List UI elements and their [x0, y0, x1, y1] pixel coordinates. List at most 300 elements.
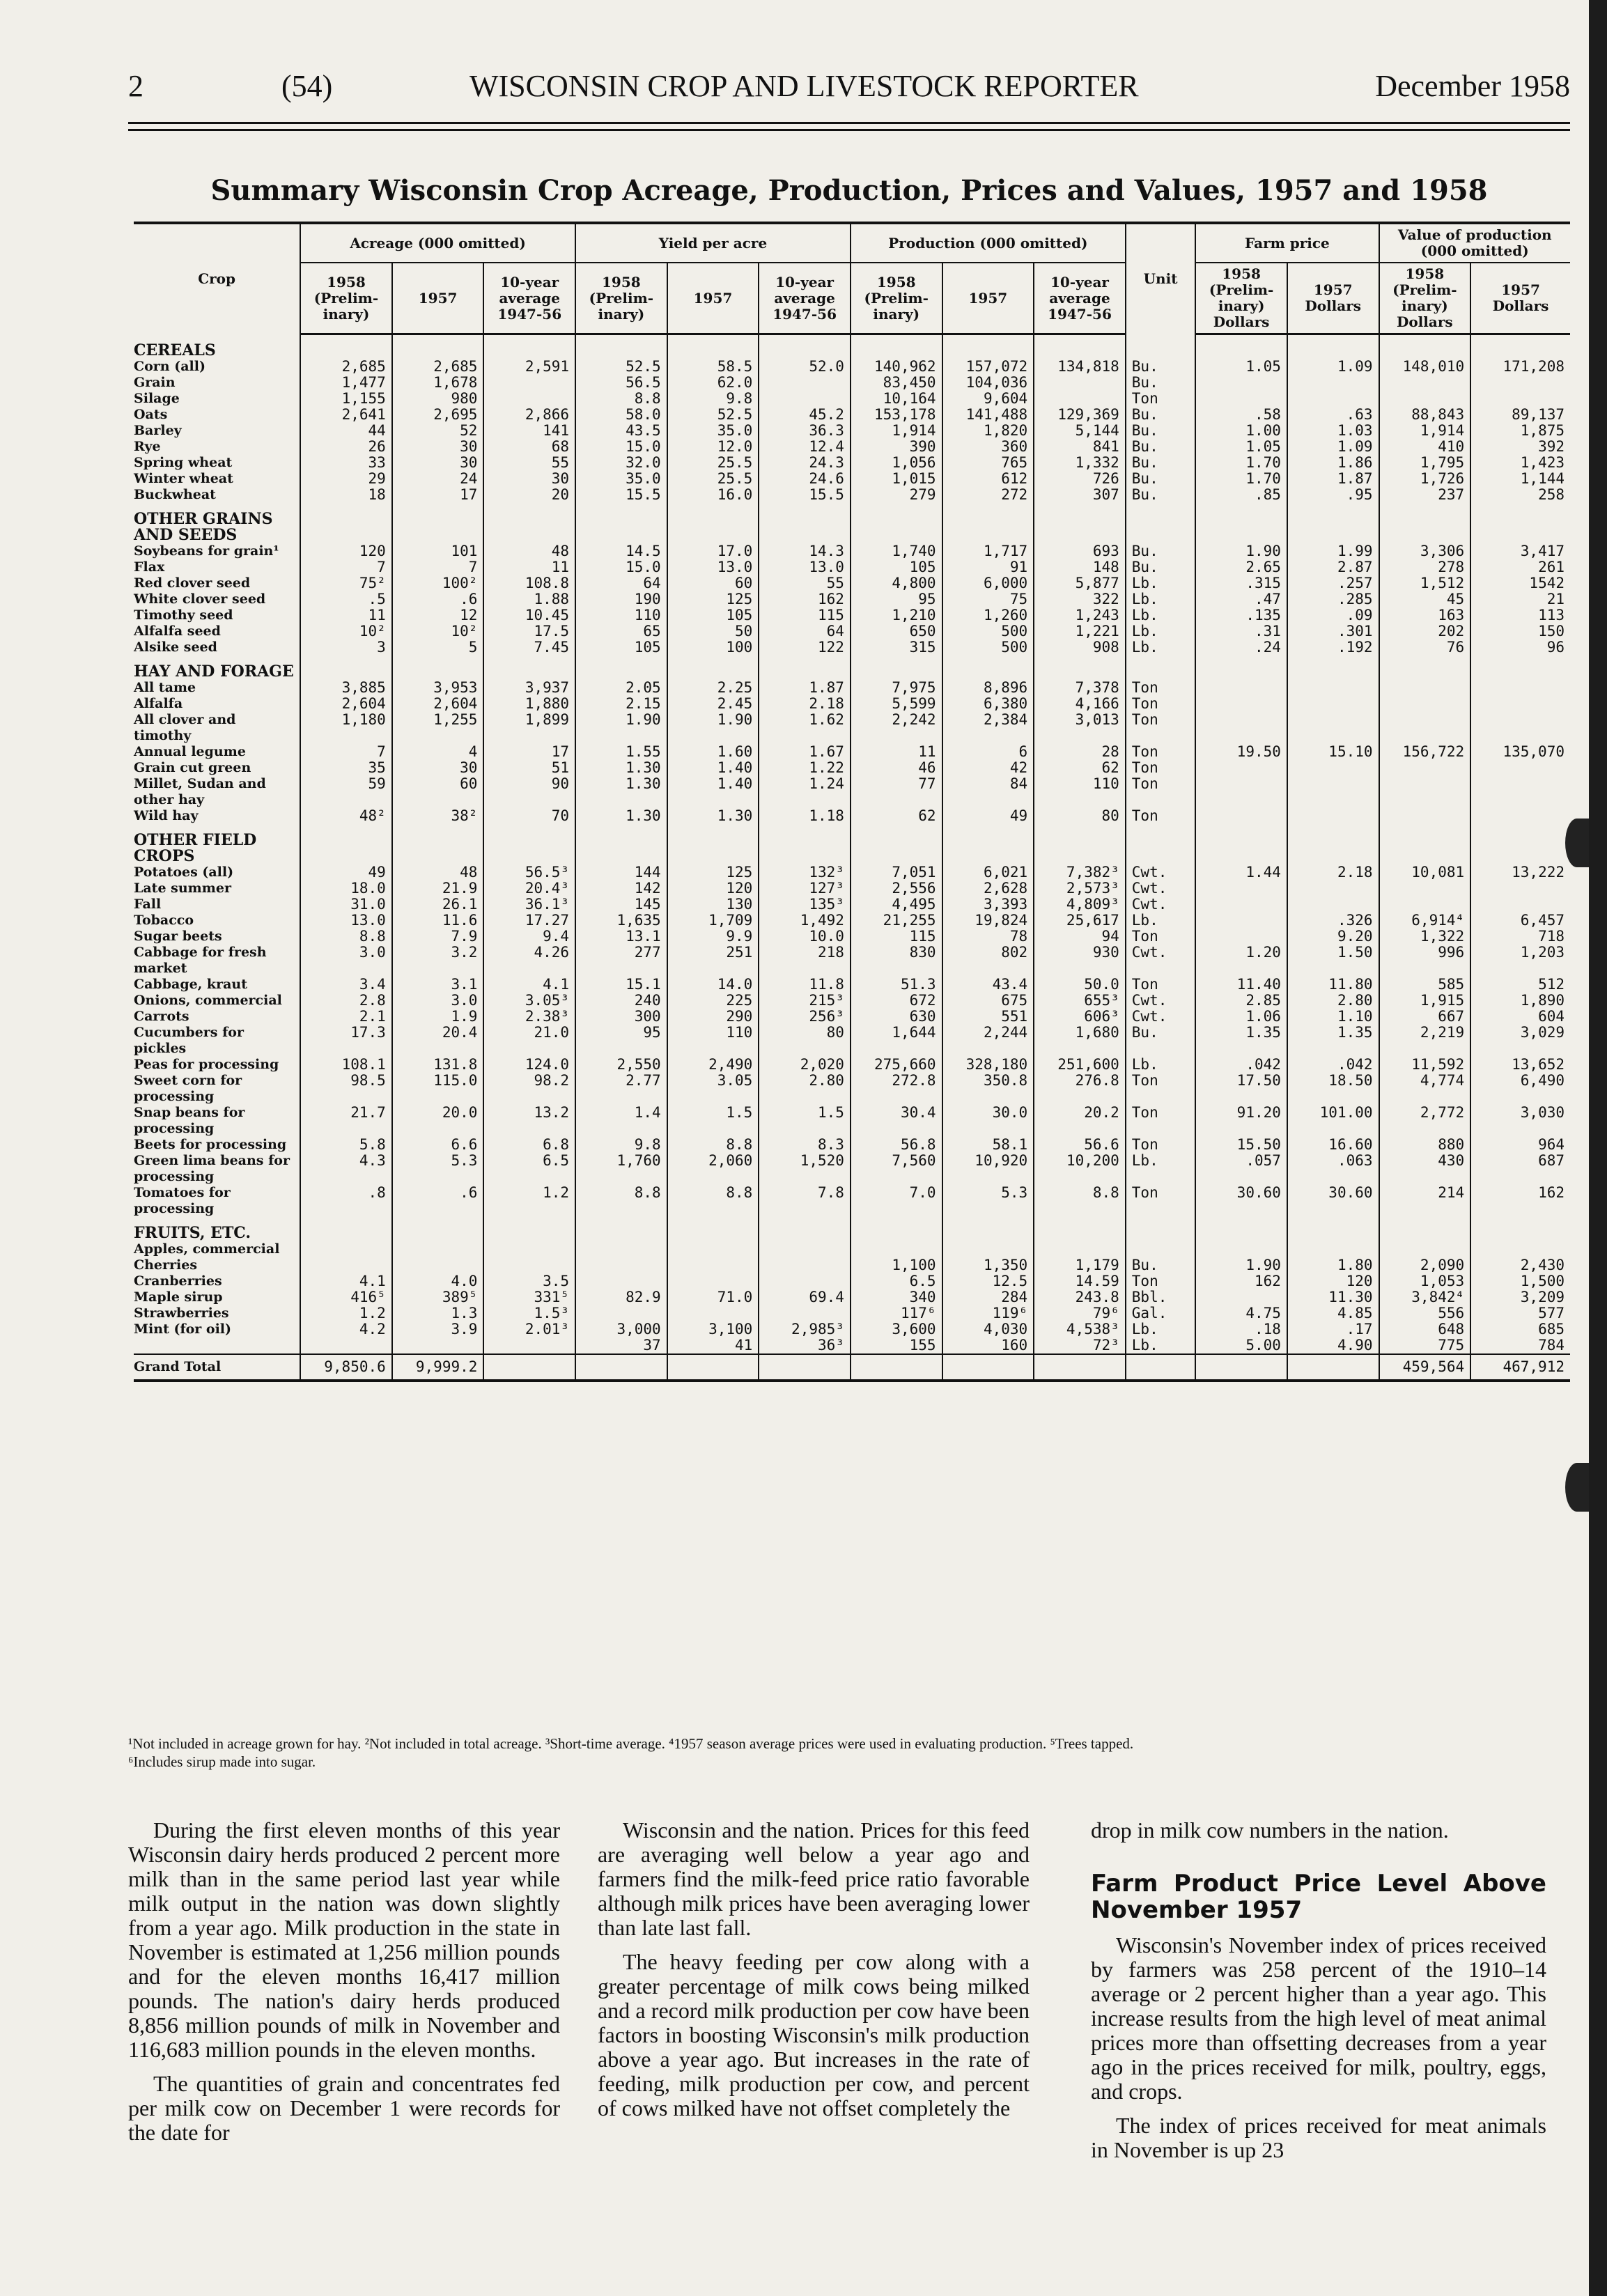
- table-row: [134, 1009, 1570, 1025]
- category-row: [134, 656, 1570, 680]
- empty-cell: [942, 503, 1034, 543]
- cell-y57: 1.90: [667, 712, 759, 744]
- col-acreage-avg: 10-year average 1947-56: [483, 263, 575, 334]
- cell-p57: 104,036: [942, 375, 1034, 391]
- cell-aavg: [483, 391, 575, 407]
- empty-cell: [851, 1217, 942, 1241]
- cell-a58: 10²: [300, 623, 392, 639]
- cell-p57: 612: [942, 471, 1034, 487]
- cell-y57: 1.40: [667, 776, 759, 808]
- cell-p58: 83,450: [851, 375, 942, 391]
- cell-aavg: 6.8: [483, 1137, 575, 1153]
- group-acreage: Acreage (000 omitted): [300, 223, 575, 263]
- cell-v57: 1,423: [1470, 455, 1570, 471]
- cell-a57: 131.8: [392, 1057, 484, 1073]
- cell-p58: 279: [851, 487, 942, 503]
- cell-fp58: [1195, 1354, 1287, 1381]
- crop-name: Annual legume: [134, 743, 246, 759]
- crop-name: Carrots: [134, 1008, 189, 1024]
- cell-p57: [942, 1241, 1034, 1257]
- cell-v58: [1379, 1241, 1471, 1257]
- cell-p57: 49: [942, 808, 1034, 824]
- cell-fp58: [1195, 1289, 1287, 1305]
- cell-fp57: [1287, 1354, 1379, 1381]
- cell-a58: .5: [300, 591, 392, 607]
- cell-p58: 95: [851, 591, 942, 607]
- cell-unit: Lb.: [1126, 913, 1195, 929]
- binder-hole-icon: [1565, 1463, 1589, 1512]
- table-row: [134, 591, 1570, 607]
- cell-a58: 8.8: [300, 929, 392, 945]
- cell-a57: 1,255: [392, 712, 484, 744]
- cell-fp57: 120: [1287, 1273, 1379, 1289]
- cell-fp57: .042: [1287, 1057, 1379, 1073]
- crop-name: Red clover seed: [134, 575, 251, 591]
- cell-v57: 1,203: [1470, 945, 1570, 977]
- crop-name: Millet, Sudan and other hay: [134, 775, 266, 807]
- cell-p58: 140,962: [851, 359, 942, 375]
- cell-pavg: 5,877: [1034, 575, 1126, 591]
- category-label: FRUITS, ETC.: [134, 1223, 251, 1242]
- cell-v57: 1,144: [1470, 471, 1570, 487]
- cell-a57: 3.2: [392, 945, 484, 977]
- cell-fp58: [1195, 1241, 1287, 1257]
- empty-cell: [759, 1217, 851, 1241]
- cell-fp57: 1.80: [1287, 1257, 1379, 1273]
- empty-cell: [575, 1217, 667, 1241]
- empty-cell: [483, 824, 575, 864]
- cell-fp57: [1287, 680, 1379, 696]
- cell-yavg: 10.0: [759, 929, 851, 945]
- cell-p57: 30.0: [942, 1105, 1034, 1137]
- category-row: [134, 824, 1570, 864]
- table-row: [134, 543, 1570, 559]
- cell-fp58: 1.05: [1195, 439, 1287, 455]
- cell-pavg: 655³: [1034, 993, 1126, 1009]
- cell-fp58: [1195, 913, 1287, 929]
- table-row: [134, 776, 1570, 808]
- cell-a57: 10²: [392, 623, 484, 639]
- cell-p58: 390: [851, 439, 942, 455]
- cell-a57: 2,695: [392, 407, 484, 423]
- cell-pavg: 7,378: [1034, 680, 1126, 696]
- empty-cell: [1195, 824, 1287, 864]
- cell-fp57: .192: [1287, 639, 1379, 656]
- cell-v58: [1379, 881, 1471, 897]
- cell-v58: [1379, 375, 1471, 391]
- cell-aavg: 3.5: [483, 1273, 575, 1289]
- cell-v58: 237: [1379, 487, 1471, 503]
- cell-aavg: 68: [483, 439, 575, 455]
- cell-v58: 156,722: [1379, 744, 1471, 760]
- empty-cell: [392, 503, 484, 543]
- crop-name: Winter wheat: [134, 470, 233, 486]
- cell-unit: Lb.: [1126, 575, 1195, 591]
- group-farm-price: Farm price: [1195, 223, 1379, 263]
- table-row: [134, 929, 1570, 945]
- cell-v57: 96: [1470, 639, 1570, 656]
- col-yield-1958: 1958 (Prelim-inary): [575, 263, 667, 334]
- col-value-1957: 1957 Dollars: [1470, 263, 1570, 334]
- cell-fp57: [1287, 881, 1379, 897]
- cell-fp58: 1.05: [1195, 359, 1287, 375]
- cell-yavg: 69.4: [759, 1289, 851, 1305]
- cell-v58: 278: [1379, 559, 1471, 575]
- empty-cell: [575, 656, 667, 680]
- cell-v58: 4,774: [1379, 1073, 1471, 1105]
- cell-a57: 100²: [392, 575, 484, 591]
- empty-cell: [1126, 334, 1195, 359]
- cell-aavg: 4.26: [483, 945, 575, 977]
- cell-y57: 41: [667, 1337, 759, 1354]
- cell-p58: 6.5: [851, 1273, 942, 1289]
- cell-yavg: 162: [759, 591, 851, 607]
- cell-fp58: 162: [1195, 1273, 1287, 1289]
- cell-y58: 2.15: [575, 696, 667, 712]
- crop-name: Fall: [134, 896, 162, 912]
- cell-unit: Cwt.: [1126, 897, 1195, 913]
- cell-fp57: .95: [1287, 487, 1379, 503]
- cell-unit: Bu.: [1126, 1025, 1195, 1057]
- cell-v58: 1,322: [1379, 929, 1471, 945]
- cell-v57: 604: [1470, 1009, 1570, 1025]
- cell-v58: 11,592: [1379, 1057, 1471, 1073]
- cell-y58: 1.30: [575, 760, 667, 776]
- cell-yavg: 55: [759, 575, 851, 591]
- cell-p58: 630: [851, 1009, 942, 1025]
- cell-pavg: 322: [1034, 591, 1126, 607]
- cell-y57: 16.0: [667, 487, 759, 503]
- cell-p57: 12.5: [942, 1273, 1034, 1289]
- cell-y58: 15.5: [575, 487, 667, 503]
- cell-v57: 687: [1470, 1153, 1570, 1185]
- table-row: [134, 696, 1570, 712]
- cell-unit: Ton: [1126, 760, 1195, 776]
- empty-cell: [1379, 334, 1471, 359]
- cell-v57: [1470, 391, 1570, 407]
- cell-fp57: 1.03: [1287, 423, 1379, 439]
- cell-fp57: 11.80: [1287, 977, 1379, 993]
- cell-fp57: 1.86: [1287, 455, 1379, 471]
- cell-fp58: 2.65: [1195, 559, 1287, 575]
- cell-y57: [667, 1241, 759, 1257]
- col-value-1958: 1958 (Prelim-inary) Dollars: [1379, 263, 1471, 334]
- footnote-line: ⁶Includes sirup made into sugar.: [128, 1753, 316, 1770]
- crop-name: Onions, commercial: [134, 992, 282, 1008]
- cell-aavg: 331⁵: [483, 1289, 575, 1305]
- cell-p57: 19,824: [942, 913, 1034, 929]
- cell-v57: 467,912: [1470, 1354, 1570, 1381]
- cell-fp57: .257: [1287, 575, 1379, 591]
- crop-name: All clover and timothy: [134, 711, 236, 743]
- cell-fp58: [1195, 375, 1287, 391]
- cell-fp57: [1287, 760, 1379, 776]
- cell-p57: 272: [942, 487, 1034, 503]
- cell-unit: [1126, 1354, 1195, 1381]
- empty-cell: [483, 334, 575, 359]
- cell-a57: .6: [392, 1185, 484, 1217]
- cell-y57: 290: [667, 1009, 759, 1025]
- cell-a57: 20.0: [392, 1105, 484, 1137]
- cell-y57: 9.9: [667, 929, 759, 945]
- cell-y58: 58.0: [575, 407, 667, 423]
- cell-unit: Bu.: [1126, 487, 1195, 503]
- cell-aavg: 90: [483, 776, 575, 808]
- cell-pavg: 72³: [1034, 1337, 1126, 1354]
- cell-y57: 25.5: [667, 455, 759, 471]
- empty-cell: [759, 656, 851, 680]
- crop-name: Maple sirup: [134, 1289, 223, 1305]
- cell-p58: 7.0: [851, 1185, 942, 1217]
- empty-cell: [1470, 1217, 1570, 1241]
- cell-yavg: 1.87: [759, 680, 851, 696]
- cell-p58: 340: [851, 1289, 942, 1305]
- cell-fp58: [1195, 680, 1287, 696]
- cell-y58: 105: [575, 639, 667, 656]
- cell-a58: 44: [300, 423, 392, 439]
- cell-aavg: 141: [483, 423, 575, 439]
- cell-v57: 3,417: [1470, 543, 1570, 559]
- cell-yavg: 2.18: [759, 696, 851, 712]
- empty-cell: [1126, 1217, 1195, 1241]
- cell-v58: 1,726: [1379, 471, 1471, 487]
- cell-pavg: 726: [1034, 471, 1126, 487]
- empty-cell: [1470, 334, 1570, 359]
- cell-a57: 1.9: [392, 1009, 484, 1025]
- cell-unit: Ton: [1126, 680, 1195, 696]
- empty-cell: [392, 656, 484, 680]
- cell-p58: 46: [851, 760, 942, 776]
- cell-pavg: 4,166: [1034, 696, 1126, 712]
- cell-p58: 10,164: [851, 391, 942, 407]
- empty-cell: [759, 824, 851, 864]
- cell-yavg: [759, 375, 851, 391]
- cell-p57: 1,717: [942, 543, 1034, 559]
- cell-a57: 21.9: [392, 881, 484, 897]
- table-row: [134, 945, 1570, 977]
- cell-p57: 328,180: [942, 1057, 1034, 1073]
- cell-p58: 62: [851, 808, 942, 824]
- cell-v57: 964: [1470, 1137, 1570, 1153]
- cell-fp58: .315: [1195, 575, 1287, 591]
- cell-v58: 775: [1379, 1337, 1471, 1354]
- cell-a57: 24: [392, 471, 484, 487]
- cell-fp58: 4.75: [1195, 1305, 1287, 1321]
- cell-fp58: [1195, 808, 1287, 824]
- cell-unit: Lb.: [1126, 1337, 1195, 1354]
- cell-y58: [575, 1241, 667, 1257]
- cell-v58: [1379, 680, 1471, 696]
- cell-a57: 60: [392, 776, 484, 808]
- cell-y58: 110: [575, 607, 667, 623]
- cell-p57: 284: [942, 1289, 1034, 1305]
- cell-v58: 76: [1379, 639, 1471, 656]
- cell-fp58: [1195, 696, 1287, 712]
- publication-name: WISCONSIN CROP AND LIVESTOCK REPORTER: [469, 69, 1139, 103]
- cell-a57: 12: [392, 607, 484, 623]
- cell-y57: 3.05: [667, 1073, 759, 1105]
- cell-y57: [667, 1305, 759, 1321]
- crop-name: Potatoes (all): [134, 864, 234, 880]
- cell-p57: 58.1: [942, 1137, 1034, 1153]
- table-row: [134, 881, 1570, 897]
- cell-p57: 157,072: [942, 359, 1034, 375]
- cell-v58: [1379, 760, 1471, 776]
- cell-a58: 5.8: [300, 1137, 392, 1153]
- cell-a57: 101: [392, 543, 484, 559]
- cell-aavg: 55: [483, 455, 575, 471]
- empty-cell: [1470, 656, 1570, 680]
- cell-pavg: 243.8: [1034, 1289, 1126, 1305]
- cell-fp58: 2.85: [1195, 993, 1287, 1009]
- cell-y58: [575, 1257, 667, 1273]
- cell-fp58: 19.50: [1195, 744, 1287, 760]
- cell-yavg: 7.8: [759, 1185, 851, 1217]
- cell-pavg: 8.8: [1034, 1185, 1126, 1217]
- crop-name: Peas for processing: [134, 1056, 279, 1072]
- empty-cell: [392, 1217, 484, 1241]
- cell-unit: Ton: [1126, 1105, 1195, 1137]
- cell-fp58: 5.00: [1195, 1337, 1287, 1354]
- cell-fp58: [1195, 776, 1287, 808]
- cell-v57: 6,457: [1470, 913, 1570, 929]
- cell-a57: 389⁵: [392, 1289, 484, 1305]
- cell-yavg: [759, 1241, 851, 1257]
- cell-a57: 3.9: [392, 1321, 484, 1337]
- cell-v57: 162: [1470, 1185, 1570, 1217]
- cell-unit: Lb.: [1126, 1153, 1195, 1185]
- cell-yavg: 1.24: [759, 776, 851, 808]
- empty-cell: [667, 334, 759, 359]
- cell-y58: 1.90: [575, 712, 667, 744]
- cell-p58: 56.8: [851, 1137, 942, 1153]
- paragraph: The index of prices received for meat animals in November is up 23: [1091, 2113, 1546, 2162]
- cell-p58: [851, 1241, 942, 1257]
- empty-cell: [1287, 334, 1379, 359]
- empty-cell: [483, 503, 575, 543]
- col-production-avg: 10-year average 1947-56: [1034, 263, 1126, 334]
- cell-fp58: 1.00: [1195, 423, 1287, 439]
- paragraph: Wisconsin and the nation. Prices for this feed are averaging well below a year ago and farmers find the milk-feed price ratio favorable although milk prices have been averaging lower than late last fall.: [598, 1817, 1030, 1940]
- cell-fp58: .58: [1195, 407, 1287, 423]
- cell-fp58: 1.44: [1195, 864, 1287, 881]
- empty-cell: [1126, 656, 1195, 680]
- cell-v58: 2,090: [1379, 1257, 1471, 1273]
- crop-name: Tomatoes for processing: [134, 1184, 231, 1216]
- cell-v58: 2,772: [1379, 1105, 1471, 1137]
- cell-fp58: [1195, 712, 1287, 744]
- empty-cell: [1034, 824, 1126, 864]
- cell-a58: 4.3: [300, 1153, 392, 1185]
- cell-fp57: [1287, 712, 1379, 744]
- empty-cell: [851, 334, 942, 359]
- cell-y58: 95: [575, 1025, 667, 1057]
- cell-pavg: 148: [1034, 559, 1126, 575]
- cell-aavg: 17: [483, 744, 575, 760]
- cell-y58: 144: [575, 864, 667, 881]
- cell-a58: 9,850.6: [300, 1354, 392, 1381]
- cell-a58: 59: [300, 776, 392, 808]
- cell-a58: 11: [300, 607, 392, 623]
- cell-y57: 1,709: [667, 913, 759, 929]
- cell-a57: 4: [392, 744, 484, 760]
- cell-fp57: .63: [1287, 407, 1379, 423]
- cell-pavg: 3,013: [1034, 712, 1126, 744]
- cell-yavg: 45.2: [759, 407, 851, 423]
- empty-cell: [759, 334, 851, 359]
- cell-fp57: [1287, 808, 1379, 824]
- cell-fp58: .135: [1195, 607, 1287, 623]
- cell-y57: 1.60: [667, 744, 759, 760]
- cell-aavg: 1,880: [483, 696, 575, 712]
- cell-fp57: [1287, 696, 1379, 712]
- cell-pavg: 56.6: [1034, 1137, 1126, 1153]
- cell-yavg: 218: [759, 945, 851, 977]
- category-label: CEREALS: [134, 341, 216, 359]
- cell-yavg: 12.4: [759, 439, 851, 455]
- crop-name: White clover seed: [134, 591, 266, 607]
- cell-fp57: .285: [1287, 591, 1379, 607]
- cell-p57: 1,350: [942, 1257, 1034, 1273]
- cell-p57: 500: [942, 623, 1034, 639]
- cell-a58: 1,155: [300, 391, 392, 407]
- cell-a57: 7.9: [392, 929, 484, 945]
- crop-name: Alsike seed: [134, 639, 217, 655]
- cell-v58: 1,914: [1379, 423, 1471, 439]
- cell-a58: 18: [300, 487, 392, 503]
- empty-cell: [1287, 503, 1379, 543]
- cell-y57: 1.40: [667, 760, 759, 776]
- crop-name: Apples, commercial: [134, 1241, 280, 1257]
- cell-v57: [1470, 776, 1570, 808]
- crop-name: Mint (for oil): [134, 1321, 232, 1337]
- cell-y57: 2,490: [667, 1057, 759, 1073]
- cell-y57: 50: [667, 623, 759, 639]
- cell-a58: 2,604: [300, 696, 392, 712]
- empty-cell: [1126, 824, 1195, 864]
- cell-aavg: 3.05³: [483, 993, 575, 1009]
- empty-cell: [1379, 503, 1471, 543]
- empty-cell: [1470, 503, 1570, 543]
- table-row: [134, 913, 1570, 929]
- cell-v57: [1470, 1241, 1570, 1257]
- empty-cell: [1195, 656, 1287, 680]
- cell-v58: 1,795: [1379, 455, 1471, 471]
- empty-cell: [1379, 824, 1471, 864]
- cell-y57: 17.0: [667, 543, 759, 559]
- cell-a58: .8: [300, 1185, 392, 1217]
- crop-name: Sweet corn for processing: [134, 1072, 242, 1104]
- table-row: [134, 391, 1570, 407]
- cell-a58: 2.1: [300, 1009, 392, 1025]
- cell-yavg: 2,020: [759, 1057, 851, 1073]
- cell-unit: Bu.: [1126, 1257, 1195, 1273]
- cell-fp58: .18: [1195, 1321, 1287, 1337]
- cell-fp57: [1287, 391, 1379, 407]
- cell-pavg: [1034, 375, 1126, 391]
- cell-a57: 1,678: [392, 375, 484, 391]
- cell-p57: 43.4: [942, 977, 1034, 993]
- crop-name: Cabbage, kraut: [134, 976, 247, 992]
- cell-v58: [1379, 776, 1471, 808]
- table-row: [134, 760, 1570, 776]
- cell-fp58: 30.60: [1195, 1185, 1287, 1217]
- cell-p58: 650: [851, 623, 942, 639]
- cell-a57: 2,685: [392, 359, 484, 375]
- table-row: [134, 680, 1570, 696]
- cell-v58: [1379, 696, 1471, 712]
- table-row: [134, 487, 1570, 503]
